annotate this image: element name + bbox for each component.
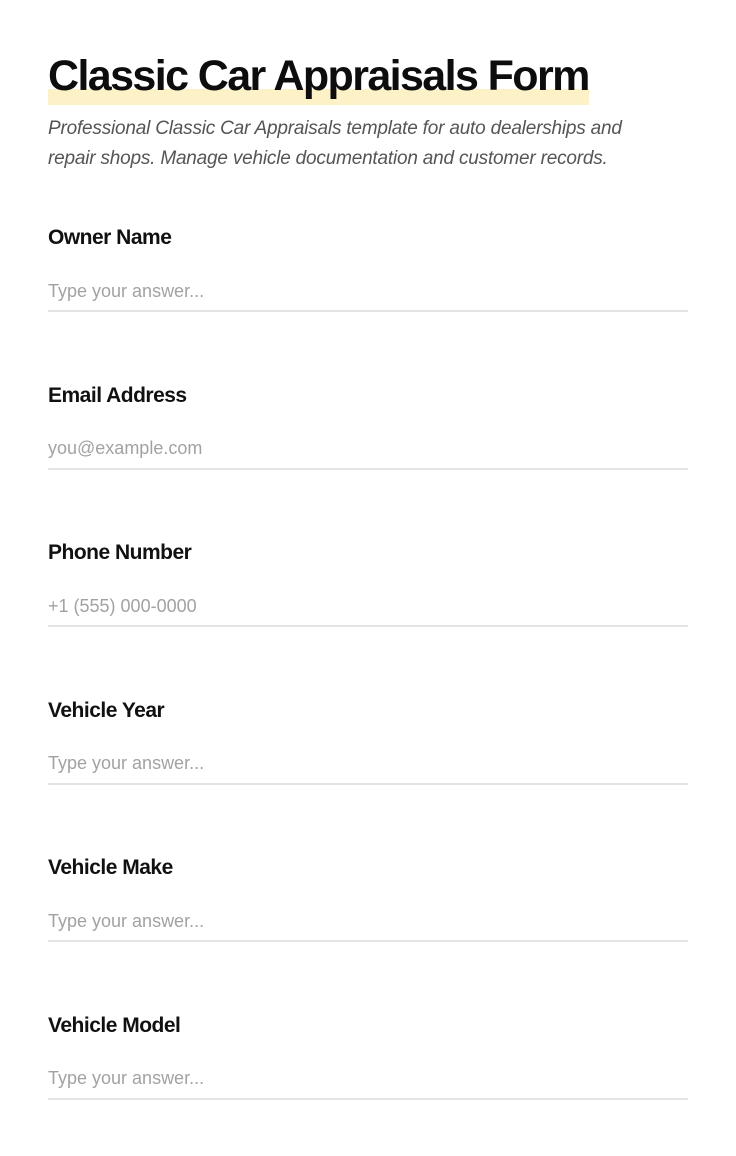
- field-owner-name: [48, 211, 688, 369]
- form-fields: [48, 211, 688, 1156]
- owner-name-input[interactable]: [48, 272, 688, 312]
- vehicle-make-label: Vehicle Make: [48, 855, 173, 881]
- owner-name-label: Owner Name: [48, 225, 171, 251]
- email-address-input[interactable]: [48, 430, 688, 470]
- vehicle-year-label: Vehicle Year: [48, 698, 164, 724]
- vehicle-model-label: Vehicle Model: [48, 1013, 180, 1039]
- vehicle-model-input[interactable]: [48, 1060, 688, 1100]
- field-vehicle-year: [48, 684, 688, 842]
- form-title-container: [48, 52, 589, 100]
- field-phone-number: [48, 526, 688, 684]
- field-vehicle-make: [48, 841, 688, 999]
- form-title: Classic Car Appraisals Form: [48, 52, 589, 100]
- field-vehicle-model: [48, 999, 688, 1156]
- vehicle-year-input[interactable]: [48, 745, 688, 785]
- phone-number-label: Phone Number: [48, 540, 191, 566]
- field-email-address: [48, 369, 688, 527]
- email-address-label: Email Address: [48, 383, 187, 409]
- form-page: [48, 0, 688, 1156]
- vehicle-make-input[interactable]: [48, 902, 688, 942]
- form-subtitle: Professional Classic Car Appraisals template for auto dealerships and repair shops. Manage vehicle documentation and customer records.: [48, 114, 668, 174]
- phone-number-input[interactable]: [48, 587, 688, 627]
